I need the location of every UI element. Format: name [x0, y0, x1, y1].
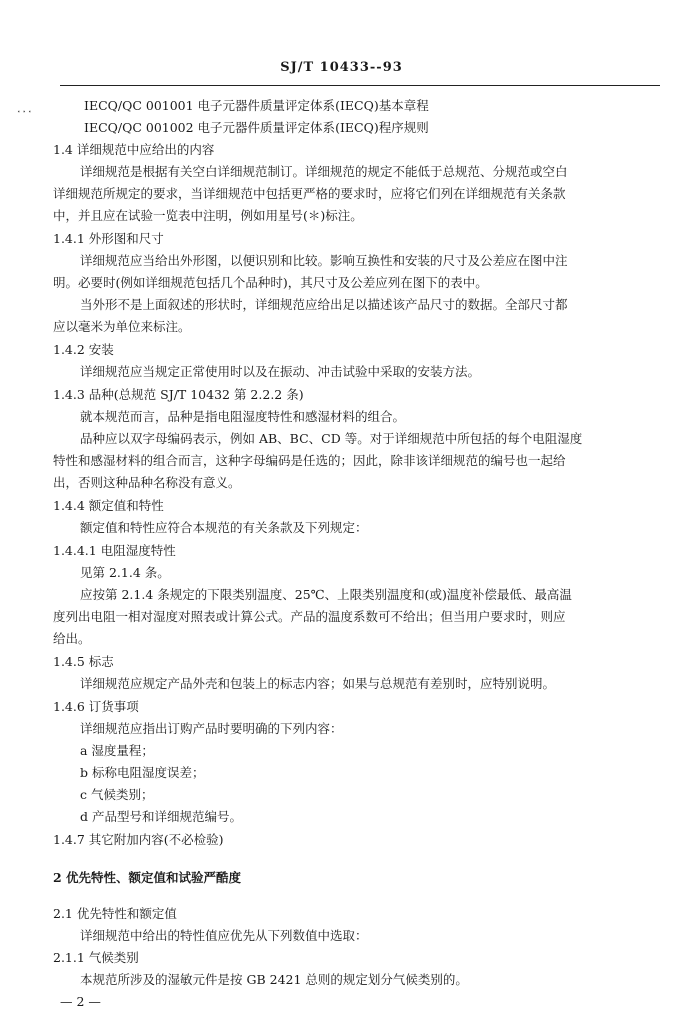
reference-line: IECQ/QC 001002 电子元器件质量评定体系(IECQ)程序规则 [84, 120, 429, 135]
section-heading: 1.4.4 额定值和特性 [53, 498, 164, 513]
section-heading: 2.1.1 气候类别 [53, 950, 139, 965]
paragraph-line: 明。必要时(例如详细规范包括几个品种时)，其尺寸及公差应列在图下的表中。 [53, 275, 488, 290]
section-heading: 1.4.4.1 电阻湿度特性 [53, 543, 176, 558]
list-item: b 标称电阻湿度误差； [80, 765, 205, 780]
paragraph-line: 详细规范所规定的要求，当详细规范中包括更严格的要求时，应将它们列在详细规范有关条款 [53, 186, 566, 201]
list-item: c 气候类别； [80, 787, 154, 802]
section-heading: 1.4.3 品种(总规范 SJ/T 10432 第 2.2.2 条) [53, 387, 304, 402]
paragraph-line: 见第 2.1.4 条。 [80, 565, 170, 580]
paragraph-line: 度列出电阻一相对湿度对照表或计算公式。产品的温度系数可不给出；但当用户要求时，则应 [53, 609, 566, 624]
paragraph-line: 详细规范应规定产品外壳和包装上的标志内容；如果与总规范有差别时，应特别说明。 [80, 676, 556, 691]
scan-artifact: ⸼ ⸼ ⸼ [18, 102, 32, 113]
section-heading: 1.4.7 其它附加内容(不必检验) [53, 832, 224, 847]
paragraph-line: 额定值和特性应符合本规范的有关条款及下列规定： [80, 520, 368, 535]
reference-line: IECQ/QC 001001 电子元器件质量评定体系(IECQ)基本章程 [84, 98, 429, 113]
paragraph-line: 当外形不是上面叙述的形状时，详细规范应给出足以描述该产品尺寸的数据。全部尺寸都 [80, 297, 568, 312]
page-number: — 2 — [60, 994, 101, 1009]
paragraph-line: 详细规范应当规定正常使用时以及在振动、冲击试验中采取的安装方法。 [80, 364, 481, 379]
paragraph-line: 详细规范中给出的特性值应优先从下列数值中选取： [80, 928, 368, 943]
section-heading: 1.4.2 安装 [53, 342, 114, 357]
standard-code-header: SJ/T 10433--93 [280, 60, 403, 75]
list-item: d 产品型号和详细规范编号。 [80, 809, 242, 824]
paragraph-line: 就本规范而言，品种是指电阻湿度特性和感湿材料的组合。 [80, 409, 406, 424]
section-heading: 1.4.6 订货事项 [53, 699, 139, 714]
paragraph-line: 应以毫米为单位来标注。 [53, 319, 191, 334]
paragraph-line: 品种应以双字母编码表示，例如 AB、BC、CD 等。对于详细规范中所包括的每个电阻湿度 [80, 431, 583, 446]
paragraph-line: 详细规范应当给出外形图，以便识别和比较。影响互换性和安装的尺寸及公差应在图中注 [80, 253, 568, 268]
chapter-heading: 2 优先特性、额定值和试验严酷度 [53, 870, 242, 885]
paragraph-line: 详细规范应指出订购产品时要明确的下列内容： [80, 721, 343, 736]
paragraph-line: 给出。 [53, 631, 91, 646]
paragraph-line: 应按第 2.1.4 条规定的下限类别温度、25℃、上限类别温度和(或)温度补偿最低、最高温 [80, 587, 572, 602]
section-heading: 1.4 详细规范中应给出的内容 [53, 142, 215, 157]
paragraph-line: 出，否则这种品种名称没有意义。 [53, 475, 241, 490]
paragraph-line: 详细规范是根据有关空白详细规范制订。详细规范的规定不能低于总规范、分规范或空白 [80, 164, 568, 179]
section-heading: 1.4.1 外形图和尺寸 [53, 231, 164, 246]
section-heading: 2.1 优先特性和额定值 [53, 906, 177, 921]
list-item: a 湿度量程； [80, 743, 154, 758]
header-rule [60, 85, 660, 86]
paragraph-line: 中，并且应在试验一览表中注明，例如用星号(＊)标注。 [53, 208, 363, 223]
paragraph-line: 本规范所涉及的湿敏元件是按 GB 2421 总则的规定划分气候类别的。 [80, 972, 468, 987]
section-heading: 1.4.5 标志 [53, 654, 114, 669]
paragraph-line: 特性和感湿材料的组合而言，这种字母编码是任选的；因此，除非该详细规范的编号也一起给 [53, 453, 566, 468]
